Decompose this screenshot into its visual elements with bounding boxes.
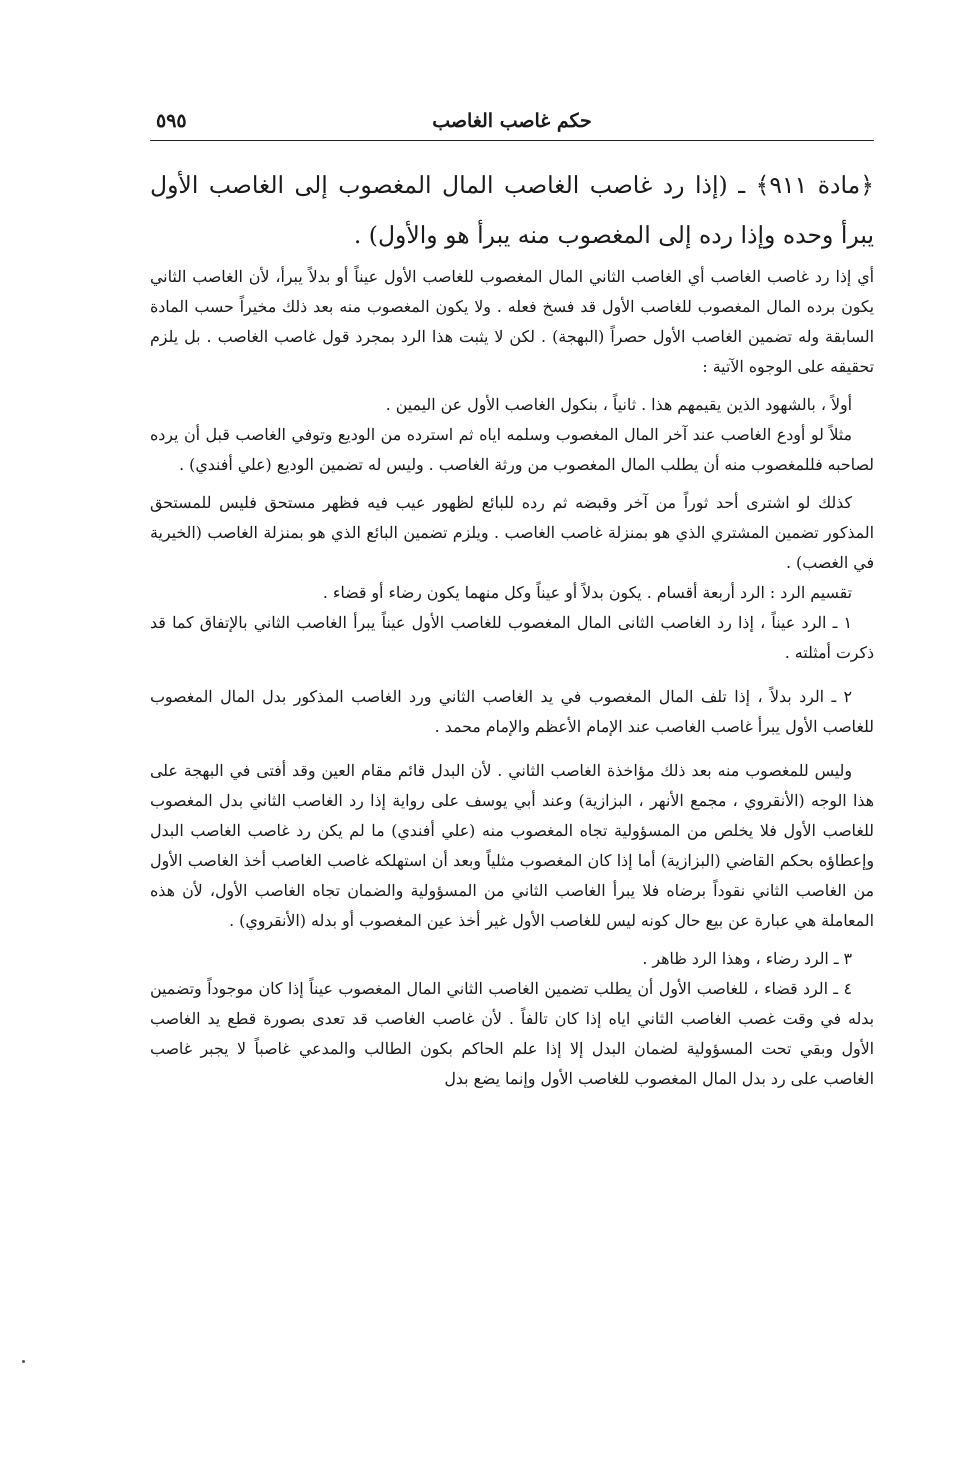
article-heading: ﴿مادة ٩١١﴾ ـ (إذا رد غاصب الغاصب المال المغصوب إلى الغاصب الأول يبرأ وحده وإذا رده إلى المغصوب منه يبرأ هو والأول) .	[150, 171, 875, 249]
paragraph: ٢ ـ الرد بدلاً ، إذا تلف المال المغصوب في يد الغاصب الثاني ورد الغاصب المذكور بدل المال المغصوب للغاصب الأول يبرأ غاصب الغاصب عند الإمام الأعظم والإمام محمد .	[150, 687, 874, 736]
paragraph: أولاً ، بالشهود الذين يقيمهم هذا . ثانياً ، بنكول الغاصب الأول عن اليمين .	[385, 395, 852, 414]
paragraph: ١ ـ الرد عيناً ، إذا رد الغاصب الثانى المال المغصوب للغاصب الأول عيناً يبرأ الغاصب الثاني بالإتفاق كما قد ذكرت أمثلته .	[150, 613, 874, 662]
paragraph: أي إذا رد غاصب الغاصب أي الغاصب الثاني المال المغصوب للغاصب الأول عيناً أو بدلاً يبرأ، لأن الغاصب الثاني يكون برده المال المغصوب للغاصب الأول قد فسخ فعله . ولا يكون المغصوب منه بعد ذلك مخيراً حسب المادة السابقة وله تضمين الغاصب الأول حصراً (البهجة) . لكن لا يثبت هذا الرد بمجرد قول غاصب الغاصب . بل يلزم تحقيقه على الوجوه الآتية :	[150, 267, 874, 376]
commentary-body	[150, 262, 874, 1094]
paragraph: ٣ ـ الرد رضاء ، وهذا الرد ظاهر .	[642, 949, 852, 968]
paragraph: تقسيم الرد : الرد أربعة أقسام . يكون بدلاً أو عيناً وكل منهما يكون رضاء أو قضاء .	[322, 583, 852, 602]
scan-speck	[22, 1360, 25, 1363]
paragraph: كذلك لو اشترى أحد ثوراً من آخر وقبضه ثم رده للبائع لظهور عيب فيه فظهر مستحق فليس للمستحق المذكور تضمين المشتري الذي هو بمنزلة غاصب الغاصب . ويلزم تضمين البائع الذي هو بمنزلة الغاصب (الخيرية في الغصب) .	[150, 493, 874, 572]
running-title: حكم غاصب الغاصب	[432, 110, 592, 132]
paragraph: مثلاً لو أودع الغاصب عند آخر المال المغصوب وسلمه اياه ثم استرده من الوديع وتوفي الغاصب قبل أن يرده لصاحبه فللمغصوب منه أن يطلب المال المغصوب من ورثة الغاصب . وليس له تضمين الوديع (علي أفندي) .	[150, 425, 874, 474]
page-number: ٥٩٥	[156, 110, 187, 132]
paragraph: وليس للمغصوب منه بعد ذلك مؤاخذة الغاصب الثاني . لأن البدل قائم مقام العين وقد أفتى في البهجة على هذا الوجه (الأنقروي ، مجمع الأنهر ، البزازية) وعند أبي يوسف على رواية إذا رد الغاصب الثاني بدل المغصوب للغاصب الأول فلا يخلص من المسؤولية تجاه المغصوب منه (علي أفندي) ما لم يكن رد غاصب الغاصب البدل وإعطاؤه بحكم القاضي (البزازية) أما إذا كان المغصوب مثلياً وبعد أن استهلكه غاصب الغاصب أخذ الغاصب الأول من الغاصب الثاني نقوداً برضاه فلا يبرأ الغاصب الثاني من المسؤولية والضمان تجاه الغاصب الأول، لأن هذه المعاملة هي عبارة عن بيع حال كونه ليس للغاصب الأول غير أخذ عين المغصوب أو بدله (الأنقروي) .	[150, 761, 874, 930]
paragraph: ٤ ـ الرد قضاء ، للغاصب الأول أن يطلب تضمين الغاصب الثاني المال المغصوب عيناً إذا كان موجوداً وتضمين بدله في وقت غصب الغاصب الثاني اياه إذا كان تالفاً . لأن غاصب الغاصب قد تعدى بصورة قطع يد الغاصب الأول وبقي تحت المسؤولية لضمان البدل إلا إذا علم الحاكم بكون الطالب والمدعي غاصباً لا يجبر غاصب الغاصب على رد بدل المال المغصوب للغاصب الأول وإنما يضع بدل	[150, 979, 874, 1088]
page-header	[150, 106, 874, 141]
